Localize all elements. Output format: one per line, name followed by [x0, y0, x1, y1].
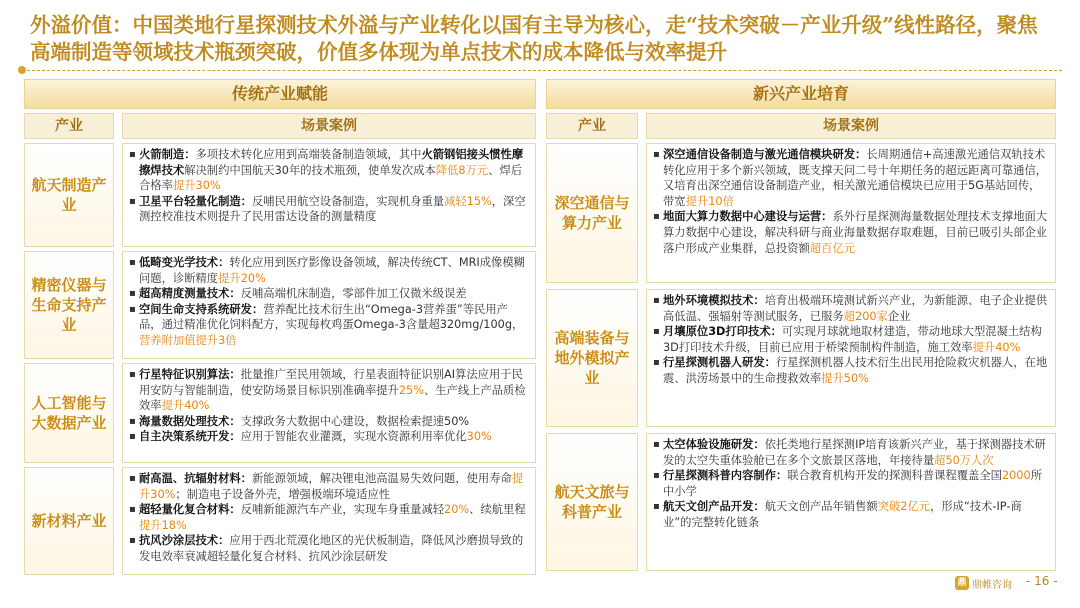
case-item — [653, 468, 1049, 499]
case-item-highlight: 突破2亿元 — [877, 500, 931, 514]
case-box — [646, 143, 1056, 283]
case-item-highlight: 30% — [466, 430, 492, 444]
case-item-text: 长周期通信+高速激光通信双轨技术转化应用于多个新兴领域，既支撑天问二号十年期任务的超远距离可靠通信，又培育出深空通信设备制造产业，相关激光通信模块已应用于5G基站回传，带宽 — [663, 148, 1048, 208]
case-item-title: 地面大算力数据中心建设与运营： — [663, 210, 833, 224]
case-item-title: 太空体验设施研发： — [663, 438, 765, 451]
case-item — [653, 499, 1049, 530]
case-item — [129, 367, 529, 414]
case-item-text: 反哺新能源汽车产业，实现车身重量减轻 — [240, 503, 445, 517]
industry-label: 精密仪器与生命支持产业 — [24, 251, 114, 359]
case-item-title: 地外环境模拟技术： — [663, 294, 765, 307]
case-item — [129, 414, 529, 430]
case-item-text: 反哺民用航空设备制造，实现机身重量 — [251, 194, 445, 208]
case-item-text: 、生产线上产品质检效率 — [139, 383, 526, 413]
traditional-industry-header: 传统产业赋能 — [24, 79, 536, 109]
case-box — [122, 251, 536, 359]
case-item-text: 可实现月球就地取材建造，带动地球大型混凝土结构3D打印技术升级，目前已应用于桥梁预制构件制造，施工效率 — [663, 325, 1042, 354]
case-item-highlight: 提升18% — [139, 518, 187, 532]
case-item — [129, 429, 529, 445]
case-box — [646, 433, 1056, 571]
case-item — [653, 209, 1049, 256]
case-item-text: ，深空测控校准技术则提升了民用雷达设备的测量精度 — [139, 194, 526, 224]
emerging-industry-header: 新兴产业培育 — [546, 79, 1056, 109]
case-item-title: 行星探测科普内容制作： — [663, 469, 788, 483]
case-item-title: 卫星平台轻量化制造： — [139, 194, 252, 208]
case-item-text: 新能源领域，解决锂电池高温易失效问题，使用寿命 — [251, 472, 512, 485]
industry-label: 新材料产业 — [24, 467, 114, 575]
case-item-text: 所中小学 — [663, 469, 1042, 498]
case-item — [653, 147, 1049, 209]
title-divider — [22, 70, 1062, 71]
case-item-title: 抗风沙涂层技术： — [139, 534, 230, 548]
case-item-title: 低畸变光学技术： — [139, 256, 230, 269]
left-case-column-header: 场景案例 — [122, 113, 536, 139]
case-item-text: 营养配比技术衍生出“Omega-3营养蛋”等民用产品，通过精准优化饲料配方，实现每枚鸡蛋Omega-3含量超320mg/100g， — [139, 302, 524, 332]
case-item-highlight: 超50万人次 — [934, 453, 994, 467]
case-item-highlight: 提升30% — [172, 179, 221, 193]
case-item-text: 支撑政务大数据中心建设，数据检索提速50% — [240, 414, 470, 428]
case-item-highlight: 减轻15% — [444, 194, 492, 208]
case-item — [653, 437, 1049, 468]
case-item-highlight: 超百亿元 — [809, 241, 856, 255]
case-item-text: 多项技术转化应用到高端装备制造领域，其中 — [195, 148, 422, 161]
case-box — [122, 467, 536, 575]
case-item-title: 火箭钢铝接头惯性摩擦焊技术 — [139, 148, 524, 177]
case-item-title: 海量数据处理技术： — [139, 414, 241, 428]
case-item-title: 月壤原位3D打印技术： — [663, 325, 782, 339]
logo-text: 鼎帷咨询 — [972, 579, 1012, 591]
industry-label: 深空通信与算力产业 — [546, 143, 638, 283]
case-item-highlight: 提升40% — [972, 340, 1021, 354]
case-item-highlight: 超200家 — [843, 309, 888, 323]
case-item — [129, 147, 529, 194]
case-item-text: ；制造电子设备外壳，增强极端环境适应性 — [175, 487, 391, 501]
case-item-highlight: 20% — [444, 503, 470, 517]
case-item — [129, 471, 529, 502]
case-item-title: 超高精度测量技术： — [139, 287, 241, 301]
case-item-text: ，形成“技术-IP-商业”的完整转化链条 — [663, 500, 1022, 529]
case-item-title: 航天文创产品开发： — [663, 500, 765, 514]
case-item — [653, 293, 1049, 324]
case-item-title: 行星探测机器人研发： — [663, 356, 776, 370]
case-item-text: 应用于西北荒漠化地区的光伏板制造，降低风沙磨损导致的发电效率衰减超轻量化复合材料、抗风沙涂层研发 — [139, 534, 524, 563]
logo-icon: 鼎 — [955, 576, 969, 590]
case-item-highlight: 提升40% — [161, 399, 210, 413]
case-item-text: 、焊后合格率 — [139, 163, 523, 193]
company-logo — [955, 574, 1023, 592]
industry-label: 人工智能与大数据产业 — [24, 363, 114, 463]
case-item-text: 解决制约中国航天30年的技术瓶颈，使单发次成本 — [184, 163, 436, 177]
right-case-column-header: 场景案例 — [646, 113, 1056, 139]
case-item-text: 系外行星探测海量数据处理技术支撑地面大算力数据中心建设，解决科研与商业海量数据存取难题，目前已吸引头部企业落户形成产业集群，总投资额 — [663, 210, 1048, 255]
case-item-highlight: 营养附加值提升3倍 — [139, 333, 237, 347]
case-item — [129, 502, 529, 533]
case-item-highlight: 25% — [398, 383, 424, 397]
case-item-text: 依托类地行星探测IP培育该新兴产业，基于探测器技术研发的太空失重体验舱已在多个文旅景区落地，年接待量 — [663, 438, 1046, 467]
left-industry-column-header: 产业 — [24, 113, 114, 139]
industry-label: 高端装备与地外模拟产业 — [546, 289, 638, 427]
industry-label: 航天制造产业 — [24, 143, 114, 247]
case-box — [646, 289, 1056, 427]
page-number: - 16 - — [1026, 574, 1058, 588]
case-item-text: 培育出极端环境测试新兴产业，为新能源、电子企业提供高低温、强辐射等测试服务，已服务 — [663, 294, 1048, 323]
case-item-text: 反哺高端机床制造，零部件加工仅微米级误差 — [240, 287, 467, 301]
case-item-title: 自主决策系统开发： — [139, 430, 241, 444]
case-item — [129, 302, 529, 349]
case-item-title: 耐高温、抗辐射材料： — [139, 472, 252, 485]
case-item-title: 空间生命支持系统研发： — [139, 302, 264, 316]
case-item-text: 企业 — [887, 309, 911, 323]
case-item-text: 行星探测机器人技术衍生出民用抢险救灾机器人，在地震、洪涝场景中的生命搜救效率 — [663, 356, 1048, 385]
case-item-title: 超轻量化复合材料： — [139, 503, 241, 517]
case-item-highlight: 提升20% — [218, 271, 266, 285]
case-item-text: 批量推广至民用领域，行星表面特征识别AI算法应用于民用安防与智能制造，使安防场景目标识别准确率提升 — [139, 368, 523, 397]
case-item — [129, 194, 529, 225]
case-item-highlight: 提升10倍 — [685, 194, 734, 208]
case-item-title: 火箭制造： — [139, 148, 196, 161]
case-item — [129, 533, 529, 564]
case-box — [122, 143, 536, 247]
case-item-highlight: 2000 — [1001, 469, 1031, 483]
page-title: 外溢价值：中国类地行星探测技术外溢与产业转化以国有主导为核心，走“技术突破－产业升级”线性路径，聚焦高端制造等领域技术瓶颈突破，价值多体现为单点技术的成本降低与效率提升 — [30, 13, 1038, 64]
case-item-title: 深空通信设备制造与激光通信模块研发： — [663, 148, 867, 161]
case-item-text: 联合教育机构开发的探测科普课程覆盖全国 — [787, 469, 1002, 483]
case-item — [129, 286, 529, 302]
case-item-highlight: 提升50% — [821, 371, 869, 385]
case-item-highlight: 提升30% — [139, 472, 524, 501]
case-item-highlight: 降低8万元 — [435, 163, 489, 177]
case-item-text: 应用于智能农业灌溉，实现水资源利用率优化 — [240, 430, 467, 444]
industry-label: 航天文旅与科普产业 — [546, 433, 638, 571]
right-industry-column-header: 产业 — [546, 113, 638, 139]
case-item — [129, 255, 529, 286]
case-item-text: 航天文创产品年销售额 — [764, 500, 878, 514]
case-item — [653, 355, 1049, 386]
case-item-title: 行星特征识别算法： — [139, 368, 241, 381]
case-item-text: 、续航里程 — [469, 503, 526, 517]
case-item-text: 转化应用到医疗影像设备领域，解决传统CT、MRI成像模糊问题，诊断精度 — [139, 256, 525, 285]
case-item — [653, 324, 1049, 355]
case-box — [122, 363, 536, 463]
